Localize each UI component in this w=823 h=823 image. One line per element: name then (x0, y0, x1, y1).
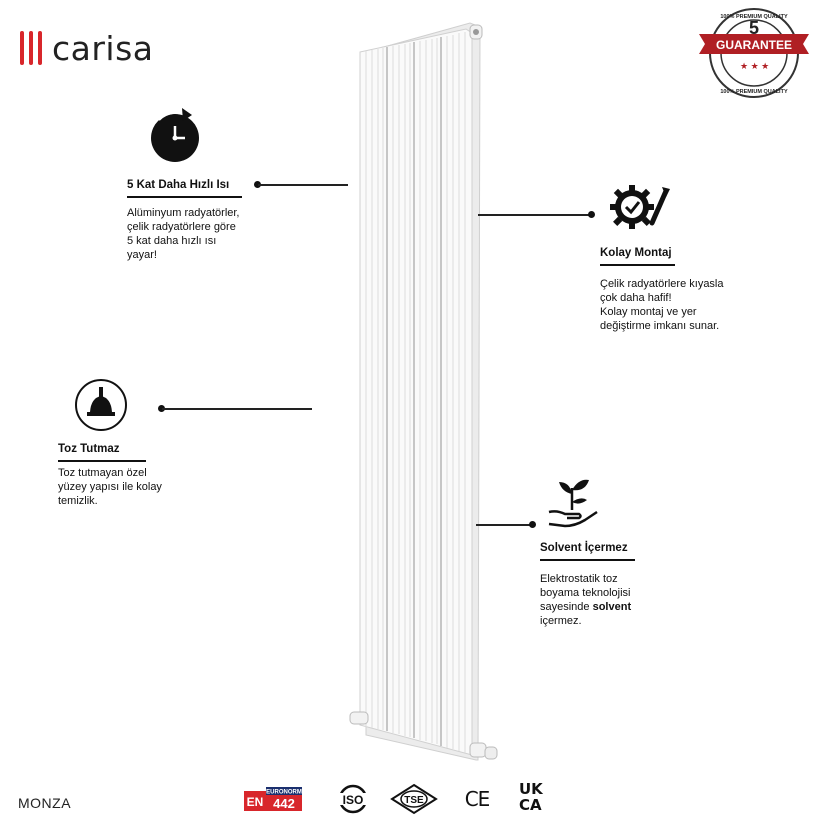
feature-body-solvent-free (540, 572, 690, 628)
body-line: Elektrostatik toz (540, 573, 618, 585)
body-line: çok daha hafif! (600, 292, 672, 304)
ukca-top: UK (519, 780, 543, 798)
guarantee-label: GUARANTEE (715, 38, 793, 52)
guarantee-ring-text-top: 100% PREMIUM QUALITY (720, 14, 788, 20)
en-top-label: EURONORM (266, 789, 302, 796)
body-line: çelik radyatörlere göre (127, 221, 236, 233)
feature-underline (127, 196, 242, 198)
feature-body-easy-install (600, 277, 770, 333)
logo-text: carisa (52, 28, 154, 68)
feature-underline (600, 264, 675, 266)
svg-text:★ ★ ★: ★ ★ ★ (740, 61, 770, 71)
stopwatch-icon (150, 104, 202, 164)
connector-line (478, 214, 590, 216)
tse-label: TSE (404, 795, 424, 806)
body-line: Kolay montaj ve yer (600, 306, 697, 318)
body-line: 5 kat daha hızlı ısı (127, 235, 217, 247)
body-line: Çelik radyatörlere kıyasla (600, 278, 724, 290)
body-text: sayesinde (540, 601, 593, 613)
body-line: Toz tutmayan özel (58, 467, 147, 479)
body-line (540, 600, 690, 614)
connector-dot (588, 211, 595, 218)
connector-dot (529, 521, 536, 528)
plant-hand-icon (545, 474, 601, 530)
body-line: yüzey yapısı ile kolay (58, 481, 162, 493)
feature-title-easy-install: Kolay Montaj (600, 247, 672, 259)
connector-line (162, 408, 312, 410)
ce-label: CE (464, 787, 490, 811)
iso-icon (334, 784, 372, 814)
en-number: 442 (273, 796, 295, 811)
iso-label: ISO (342, 793, 364, 807)
brand-logo (20, 28, 154, 68)
guarantee-years: 5 (748, 18, 760, 38)
radiator-image (330, 15, 530, 775)
feature-body-fast-heat (127, 206, 277, 262)
ukca-icon (519, 781, 549, 817)
feature-title-solvent-free: Solvent İçermez (540, 542, 628, 554)
connector-line (258, 184, 348, 186)
body-line: değiştirme imkanı sunar. (600, 320, 720, 332)
feature-title-dust-free: Toz Tutmaz (58, 443, 120, 455)
body-line: içermez. (540, 615, 582, 627)
feature-underline (58, 460, 146, 462)
gear-wrench-icon (608, 183, 672, 233)
body-line: temizlik. (58, 495, 98, 507)
model-name: MONZA (18, 795, 72, 811)
logo-mark (20, 31, 42, 65)
tse-icon (390, 783, 438, 815)
feature-underline (540, 559, 635, 561)
body-line: boyama teknolojisi (540, 587, 631, 599)
duster-icon (74, 378, 128, 432)
en442-icon (244, 785, 304, 813)
guarantee-ring-text-bottom: 100% PREMIUM QUALITY (720, 89, 788, 95)
ce-icon (462, 786, 492, 812)
ukca-bottom: CA (519, 796, 542, 814)
body-line: yayar! (127, 249, 157, 261)
en-label: EN (246, 795, 264, 809)
body-bold-text: solvent (592, 601, 632, 613)
feature-title-fast-heat: 5 Kat Daha Hızlı Isı (127, 179, 230, 191)
guarantee-badge (697, 6, 812, 101)
connector-line (476, 524, 531, 526)
feature-body-dust-free (58, 466, 208, 508)
body-line: Alüminyum radyatörler, (127, 207, 240, 219)
